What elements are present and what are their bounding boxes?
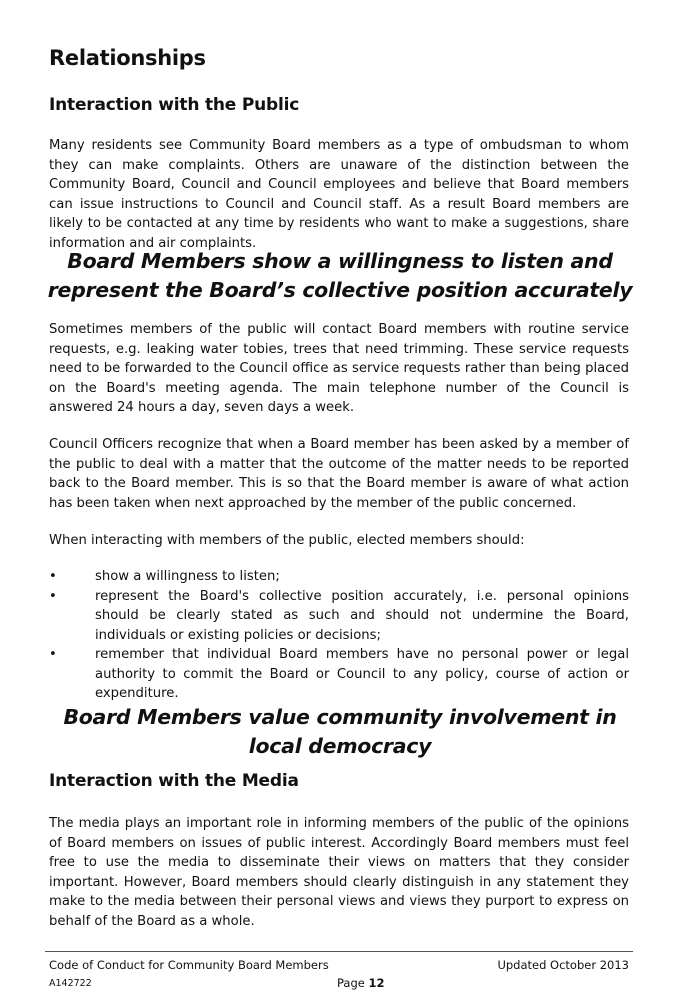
footer-document-title: Code of Conduct for Community Board Members	[49, 958, 329, 972]
list-item-text: show a willingness to listen;	[95, 569, 280, 584]
bullet-icon: •	[49, 569, 57, 584]
callout-community-involvement: Board Members value community involvement in local democracy	[63, 705, 617, 758]
list-item	[49, 645, 629, 704]
footer-document-id: A142722	[49, 978, 92, 989]
bullet-icon: •	[49, 647, 57, 662]
list-item	[49, 587, 629, 646]
paragraph-members-should: When interacting with members of the public, elected members should:	[49, 533, 525, 548]
bullet-list	[49, 567, 629, 704]
footer-divider	[45, 951, 633, 952]
list-item-text: remember that individual Board members have no personal power or legal authority to commit the Board or Council to any policy, course of action or expenditure.	[95, 647, 629, 701]
footer-page-number	[337, 976, 385, 990]
paragraph-council-officers: Council Officers recognize that when a Board member has been asked by a member of the public to deal with a matter that the outcome of the matter needs to be reported back to the Board member. This is so that the Board member is aware of what action has been taken when next approached by the member of the public concerned.	[49, 437, 629, 511]
page-title: Relationships	[49, 46, 206, 70]
paragraph-media: The media plays an important role in informing members of the public of the opinions of Board members on issues of public interest. Accordingly Board members must feel free to use the media to disseminate their views on matters that they consider important. However, Board members should clearly distinguish in any statement they make to the media between their personal views and views they purport to express on behalf of the Board as a whole.	[49, 816, 629, 929]
section-heading-public: Interaction with the Public	[49, 95, 300, 115]
section-heading-media: Interaction with the Media	[49, 771, 299, 791]
callout-listen: Board Members show a willingness to listen and represent the Board’s collective position accurately	[47, 249, 633, 302]
paragraph-intro: Many residents see Community Board members as a type of ombudsman to whom they can make complaints. Others are unaware of the distinction between the Community Board, Council and Council employees and believe that Board members can issue instructions to Council and Council staff. As a result Board members are likely to be contacted at any time by residents who want to make a suggestions, share information and air complaints.	[49, 138, 629, 251]
footer-updated-date: Updated October 2013	[497, 958, 629, 972]
list-item-text: represent the Board's collective position accurately, i.e. personal opinions should be clearly stated as such and should not undermine the Board, individuals or existing policies or decisions;	[95, 588, 629, 643]
bullet-icon: •	[49, 588, 57, 604]
paragraph-service-requests: Sometimes members of the public will contact Board members with routine service requests, e.g. leaking water tobies, trees that need trimming. These service requests need to be forwarded to the Council office as service requests rather than being placed on the Board's meeting agenda. The main telephone number of the Council is answered 24 hours a day, seven days a week.	[49, 322, 629, 415]
list-item	[49, 567, 629, 587]
page-label: Page	[337, 976, 369, 990]
page-number: 12	[368, 976, 385, 990]
